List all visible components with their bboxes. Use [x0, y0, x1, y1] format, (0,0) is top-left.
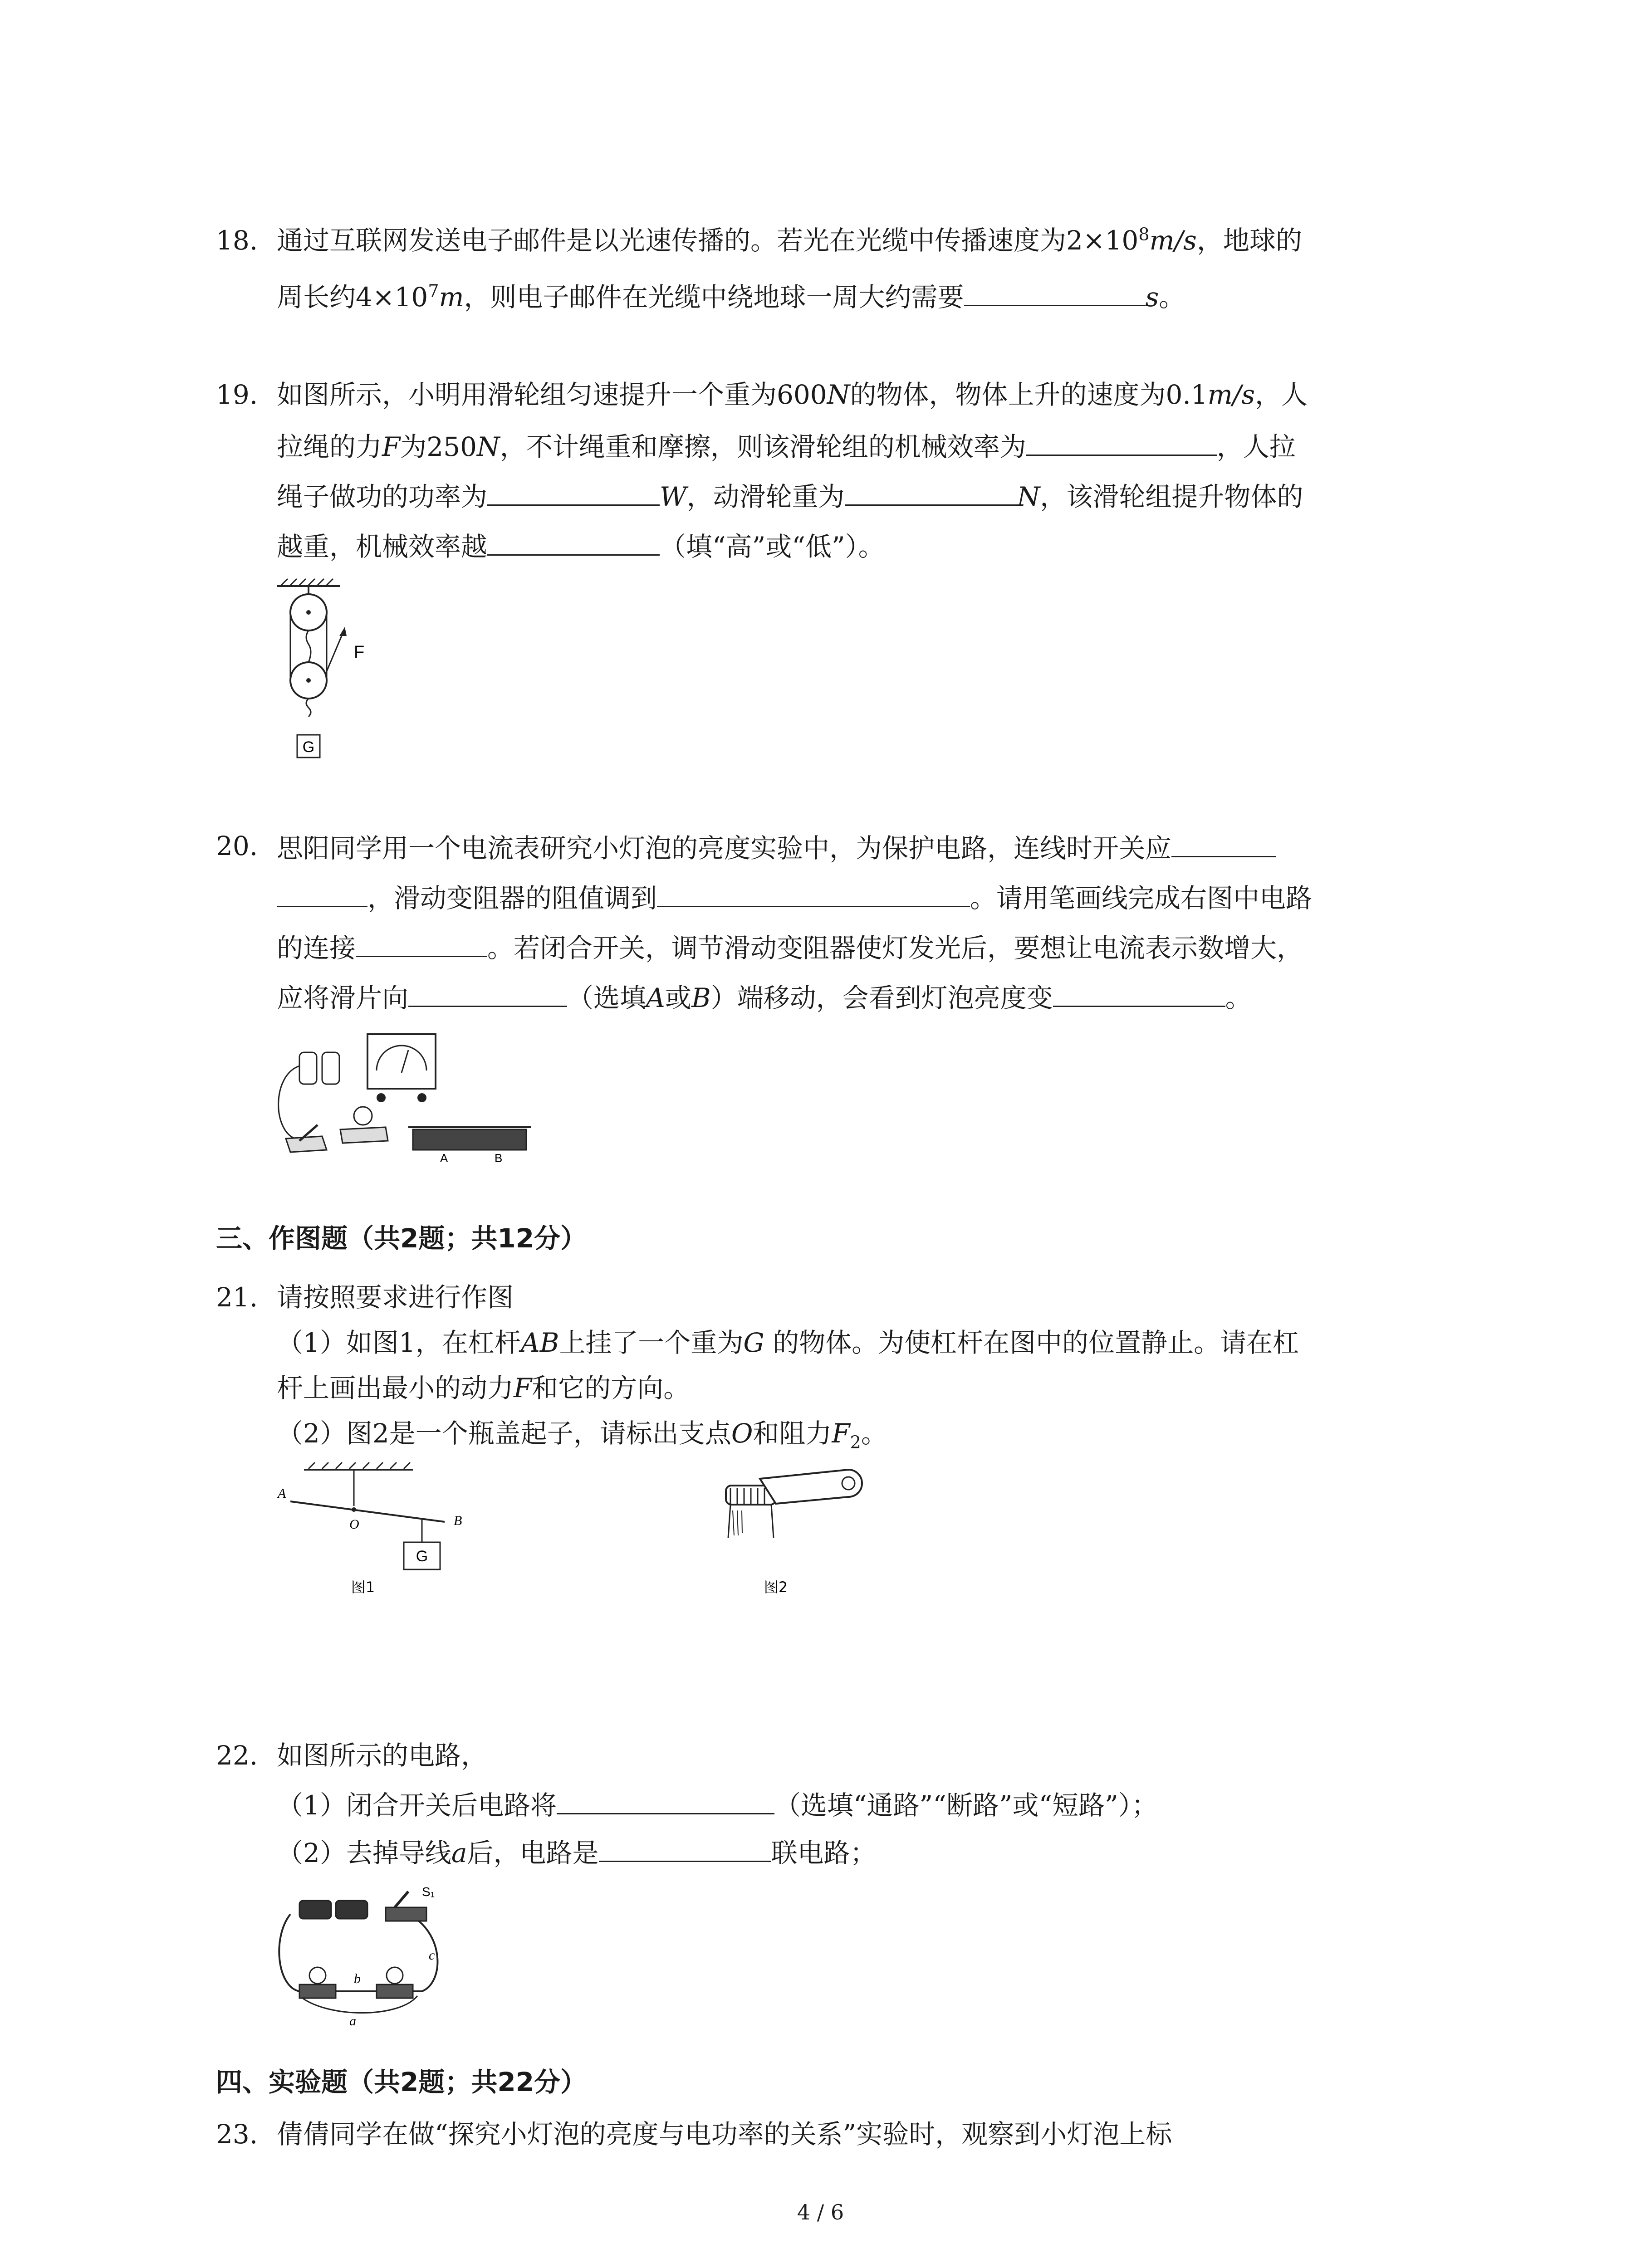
- q20-text: 思阳同学用一个电流表研究小灯泡的亮度实验中，为保护电路，连线时开关应: [277, 833, 1172, 864]
- ammeter-terminal: [417, 1093, 426, 1102]
- q20-rheostat-blank[interactable]: [657, 878, 970, 907]
- q21-text: 的物体。为使杠杆在图中的位置静止。请在杠: [764, 1327, 1299, 1358]
- q19-text: ，不计绳重和摩擦，则该滑轮组的机械效率为: [500, 431, 1026, 462]
- q21-text: 和它的方向。: [532, 1373, 690, 1403]
- switch: [286, 1136, 327, 1152]
- q20-line3: [277, 928, 1303, 966]
- q20-switch-state-blank-cont[interactable]: [277, 878, 367, 907]
- ammeter-terminal: [377, 1093, 386, 1102]
- q19-text: ，动滑轮重为: [686, 481, 845, 512]
- lever-b-label: B: [454, 1513, 462, 1528]
- q19-higher-lower-blank[interactable]: [487, 526, 660, 556]
- q20-text: 。若闭合开关，调节滑动变阻器使灯发光后，要想让电流表示数增大，: [487, 933, 1303, 963]
- q18-text-end: ，地球的: [1196, 225, 1302, 256]
- lever-o-label: O: [349, 1517, 359, 1532]
- q19-text: 的物体，物体上升的速度为0.1: [850, 379, 1208, 410]
- q21-var: G: [743, 1327, 764, 1358]
- q20-text: ，滑动变阻器的阻值调到: [367, 883, 657, 914]
- q21-text: 上挂了一个重为: [559, 1327, 744, 1358]
- fixed-pulley-axle: [306, 610, 311, 615]
- wire: [279, 1066, 299, 1139]
- q20-line2: [277, 878, 1312, 916]
- q18-unit: m: [439, 282, 464, 313]
- bulb: [354, 1107, 372, 1125]
- q18-exponent: 8: [1138, 224, 1150, 244]
- ceiling-hatch: [309, 1462, 410, 1469]
- q23-line1: 倩倩同学在做“探究小灯泡的亮度与电功率的关系”实验时，观察到小灯泡上标: [277, 2119, 1172, 2150]
- q19-text: ，人拉: [1216, 431, 1296, 462]
- q20-text: 应将滑片向: [277, 982, 409, 1013]
- q20-text: （选填: [567, 982, 647, 1013]
- q22-number: 22.: [216, 1740, 258, 1771]
- q21-text: 杆上画出最小的动力: [277, 1373, 514, 1403]
- opener-hole: [842, 1477, 855, 1490]
- q21-line1: 请按照要求进行作图: [277, 1282, 514, 1313]
- wire-c-label: c: [429, 1948, 435, 1963]
- pull-force-arrow: [327, 631, 344, 671]
- q18-text: ，则电子邮件在光缆中绕地球一周大约需要: [464, 282, 964, 313]
- q21-var: O: [731, 1418, 753, 1449]
- q19-line1: [277, 376, 1308, 413]
- lever-figure: [272, 1461, 508, 1597]
- q19-text: 如图所示，小明用滑轮组匀速提升一个重为600: [277, 379, 827, 410]
- rheostat-a-label: A: [440, 1151, 448, 1165]
- switch-lever: [395, 1892, 408, 1907]
- q18-unit: s: [1145, 282, 1159, 313]
- q19-unit: N: [476, 431, 500, 462]
- q18-line2: [277, 277, 1185, 315]
- circuit-kit-figure: [272, 1030, 535, 1166]
- circuit-figure: [272, 1882, 463, 2028]
- q19-text: 为250: [400, 431, 477, 462]
- bottle-neck: [728, 1505, 774, 1538]
- battery-1: [299, 1901, 331, 1919]
- q20-text: ）端移动，会看到灯泡亮度变: [710, 982, 1053, 1013]
- q20-var: B: [691, 982, 711, 1013]
- q20-slider-direction-blank[interactable]: [408, 978, 567, 1007]
- q21-text: 和阻力: [753, 1418, 832, 1449]
- q22-line2: [277, 1785, 1158, 1823]
- q19-text: ，该滑轮组提升物体的: [1040, 481, 1303, 512]
- q22-text: 后，电路是: [467, 1838, 599, 1868]
- q21-subscript: 2: [850, 1432, 861, 1452]
- q22-var: a: [451, 1838, 467, 1868]
- figure-2-caption: 图2: [764, 1579, 788, 1596]
- q22-text: （选填“通路”“断路”或“短路”）；: [774, 1790, 1158, 1821]
- q21-text: 。: [861, 1418, 887, 1449]
- wire-b-label: b: [354, 1971, 361, 1986]
- q18-line1: [277, 222, 1302, 259]
- q20-line4: [277, 978, 1252, 1016]
- q20-brightness-blank[interactable]: [1053, 978, 1225, 1007]
- q21-var: F: [514, 1373, 532, 1403]
- q18-text: 周长约4×10: [277, 282, 428, 313]
- q22-text: （1）闭合开关后电路将: [277, 1790, 557, 1821]
- q20-switch-state-blank[interactable]: [1171, 828, 1276, 857]
- q22-text: 联电路；: [771, 1838, 877, 1868]
- wire-a-label: a: [349, 2014, 356, 2028]
- q19-var: F: [382, 431, 401, 462]
- q20-var: A: [646, 982, 665, 1013]
- q19-text: 越重，机械效率越: [277, 531, 488, 562]
- q21-var: AB: [520, 1327, 559, 1358]
- q22-circuit-state-blank[interactable]: [557, 1785, 774, 1814]
- q19-unit: N: [827, 379, 850, 410]
- bulb-socket-1: [299, 1984, 336, 1998]
- bulb-base: [340, 1127, 388, 1143]
- q21-line3: [277, 1370, 690, 1406]
- rheostat-b-label: B: [495, 1151, 503, 1165]
- q20-text: 。: [1225, 982, 1252, 1013]
- q19-number: 19.: [216, 379, 258, 410]
- q19-unit: W: [660, 481, 687, 512]
- q18-text: 通过互联网发送电子邮件是以光速传播的。若光在光缆中传播速度为2×10: [277, 225, 1139, 256]
- q21-number: 21.: [216, 1282, 258, 1313]
- q21-text: （2）图2是一个瓶盖起子，请标出支点: [277, 1418, 731, 1449]
- rope-middle: [306, 631, 311, 662]
- bulb-socket-2: [377, 1984, 413, 1998]
- q18-text-end: 。: [1159, 282, 1185, 313]
- hook: [306, 699, 311, 717]
- q20-text: 。请用笔画线完成右图中电路: [970, 883, 1313, 914]
- q19-pulley-weight-blank[interactable]: [845, 476, 1017, 506]
- q21-line4: [277, 1415, 887, 1452]
- movable-pulley-axle: [306, 678, 311, 683]
- lever-a-label: A: [278, 1486, 286, 1501]
- q20-text: 的连接: [277, 933, 356, 963]
- bottle-shading: [733, 1510, 742, 1535]
- bulb-2: [387, 1967, 403, 1984]
- battery-1: [299, 1052, 317, 1084]
- q22-text: （2）去掉导线: [277, 1838, 451, 1868]
- q18-number: 18.: [216, 225, 258, 256]
- q20-text: 或: [665, 982, 691, 1013]
- switch-s1: [386, 1907, 426, 1921]
- pulley-system-figure: [272, 576, 390, 776]
- q19-unit: m/s: [1207, 379, 1255, 410]
- battery-2: [336, 1901, 367, 1919]
- pull-force-arrowhead: [339, 627, 347, 636]
- section-4-heading: 四、实验题（共2题；共22分）: [216, 2067, 587, 2097]
- pivot-point: [352, 1507, 356, 1512]
- q18-answer-blank[interactable]: [964, 277, 1146, 306]
- q19-efficiency-blank[interactable]: [1026, 426, 1217, 456]
- switch-label: S₁: [422, 1885, 435, 1899]
- weight-label: G: [416, 1548, 428, 1565]
- q19-power-blank[interactable]: [487, 476, 660, 506]
- q19-unit: N: [1017, 481, 1040, 512]
- q21-var: F: [832, 1418, 850, 1449]
- rheostat: [413, 1129, 526, 1150]
- bulb-1: [309, 1967, 326, 1984]
- q19-text: ，人: [1255, 379, 1308, 410]
- weight-label: G: [302, 738, 315, 756]
- q22-line3: [277, 1833, 877, 1871]
- q19-text: 绳子做功的功率为: [277, 481, 488, 512]
- q22-connection-type-blank[interactable]: [599, 1833, 771, 1862]
- q19-line2: [277, 426, 1296, 465]
- q18-unit: m/s: [1149, 225, 1197, 256]
- q19-text: （填“高”或“低”）。: [660, 531, 885, 562]
- section-3-heading: 三、作图题（共2题；共12分）: [216, 1223, 587, 1254]
- battery-2: [322, 1052, 339, 1084]
- q21-line2: [277, 1325, 1299, 1361]
- ceiling-hatch: [281, 579, 333, 585]
- force-label: F: [354, 643, 365, 662]
- bottle-opener-figure: [685, 1461, 885, 1597]
- q23-number: 23.: [216, 2119, 258, 2150]
- q20-number: 20.: [216, 831, 258, 861]
- q21-text: （1）如图1，在杠杆: [277, 1327, 521, 1358]
- q20-line1: [277, 828, 1276, 866]
- q20-connection-blank[interactable]: [356, 928, 487, 957]
- figure-1-caption: 图1: [351, 1579, 375, 1596]
- q19-line4: [277, 526, 885, 565]
- q19-text: 拉绳的力: [277, 431, 382, 462]
- page-number: 4 / 6: [797, 2200, 844, 2224]
- q22-line1: 如图所示的电路，: [277, 1740, 488, 1771]
- q18-exponent: 7: [428, 281, 439, 301]
- q19-line3: [277, 476, 1303, 515]
